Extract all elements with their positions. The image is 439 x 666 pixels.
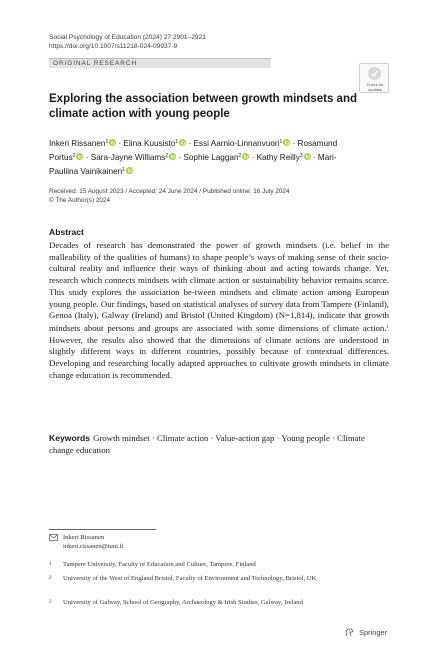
envelope-icon: [49, 534, 58, 544]
abstract-text-1: Decades of research has demonstrated the power of growth mindsets (i.e. belief in the malleability of the qualities of humans) to shape people’s ways of making sense of their socio-cultural reality and influence their ways of thinking about and acting towards change. Yet, research which connects mindsets with climate action or sustainability behavior remains scarce. This study explores the association be-tween mindsets and climate action among European young people. Our findings, based on statistical analyses of survey data from Tampere (Finland), Genoa (Italy), Galway (Ireland) and Bristol (United Kingdom) (N=1,814), indicate that growth mindsets about persons and groups are associated with some dimensions of climate action.: [49, 240, 389, 333]
author[interactable]: [257, 153, 318, 162]
author-affiliation-number: 1: [279, 139, 283, 145]
correspondence-name: Inkeri Rissanen: [63, 534, 105, 541]
check-for-updates-text: Check for updates: [366, 82, 384, 92]
correspondence-email[interactable]: inkeri.rissanen@tuni.fi: [63, 543, 124, 550]
affiliation-number: 1: [49, 562, 52, 567]
author-name: Kathy Reilly: [256, 153, 300, 162]
author-separator: ·: [310, 153, 318, 162]
author-separator: ·: [186, 139, 194, 148]
abstract-text-2: However, the results also showed that the dimensions of climate actions are understood in slightly different ways in different countries, possibly because of contextual differences. Developing and researching locally adapted approaches to cultivate growth mindsets in climate change education is recommended.: [49, 334, 389, 380]
doi-link[interactable]: https://doi.org/10.1007/s11218-024-09937-9: [49, 43, 178, 50]
author[interactable]: [91, 153, 184, 162]
author-name: Mari-Pauliina Vainikainen: [49, 153, 337, 176]
publication-dates: [49, 188, 290, 205]
orcid-icon[interactable]: [304, 153, 311, 160]
abstract-body: [49, 240, 389, 381]
copyright-line: © The Author(s) 2024: [49, 196, 111, 204]
author-affiliation-number: 1: [105, 139, 109, 145]
author-name: Sophie Laggan: [183, 153, 239, 162]
article-type-label: ORIGINAL RESEARCH: [53, 60, 138, 67]
author[interactable]: [49, 139, 124, 148]
author-affiliation-number: 2: [165, 153, 169, 159]
author-name: Inkeri Rissanen: [49, 139, 106, 148]
author-name: Rosamund Portus: [49, 139, 338, 162]
author-affiliation-number: 2: [72, 153, 76, 159]
author-separator: ·: [83, 153, 91, 162]
author-affiliation-number: 1: [122, 167, 125, 173]
author-affiliation-number: 1: [175, 139, 179, 145]
author-separator: ·: [249, 153, 257, 162]
abstract-heading: Abstract: [49, 227, 84, 237]
keywords-label: Keywords: [49, 433, 91, 443]
author-affiliation-number: 3: [299, 153, 303, 159]
history-dates: Received: 15 August 2023 / Accepted: 24 June 2024 / Published online: 16 July 2024: [49, 188, 290, 195]
author-separator: ·: [176, 153, 184, 162]
springer-horse-icon: [345, 628, 359, 637]
keywords-list: Growth mindset · Climate action · Value-action gap · Young people · Climate change education: [49, 433, 365, 455]
author[interactable]: [193, 139, 297, 148]
article-type-band: [49, 58, 271, 68]
affiliation-text: University of Galway, School of Geography, Archaeology & Irish Studies, Galway, Ireland: [63, 599, 303, 606]
affiliation-text: Tampere University, Faculty of Education and Culture, Tampere, Finland: [63, 561, 256, 568]
footnote-divider: [49, 529, 156, 530]
footnote-marker[interactable]: 1: [386, 324, 389, 330]
author-list: [49, 136, 349, 178]
keywords-section: [49, 433, 389, 456]
publisher-name: Springer: [359, 628, 387, 637]
publisher-logo: [345, 628, 387, 637]
check-for-updates-icon: [368, 67, 381, 80]
author-affiliation-number: 2: [238, 153, 242, 159]
author-name: Elina Kuusisto: [123, 139, 176, 148]
journal-citation: Social Psychology of Education (2024) 27:2901–2921: [49, 34, 206, 41]
affiliation-number: 2: [49, 576, 52, 581]
author-separator: ·: [290, 139, 298, 148]
author-name: Essi Aarnio-Linnanvuori: [193, 139, 280, 148]
orcid-icon[interactable]: [126, 167, 133, 174]
author-name: Sara-Jayne Williams: [90, 153, 166, 162]
journal-header: [49, 33, 206, 51]
check-for-updates-badge[interactable]: [359, 63, 389, 93]
article-title: Exploring the association between growth mindsets and climate action with young people: [49, 93, 357, 120]
affiliation-number: 3: [49, 600, 52, 605]
author[interactable]: [183, 153, 256, 162]
affiliation-text: University of the West of England Bristol, Faculty of Environment and Technology, Bristol, UK: [63, 575, 317, 582]
author[interactable]: [124, 139, 194, 148]
author-separator: ·: [116, 139, 124, 148]
